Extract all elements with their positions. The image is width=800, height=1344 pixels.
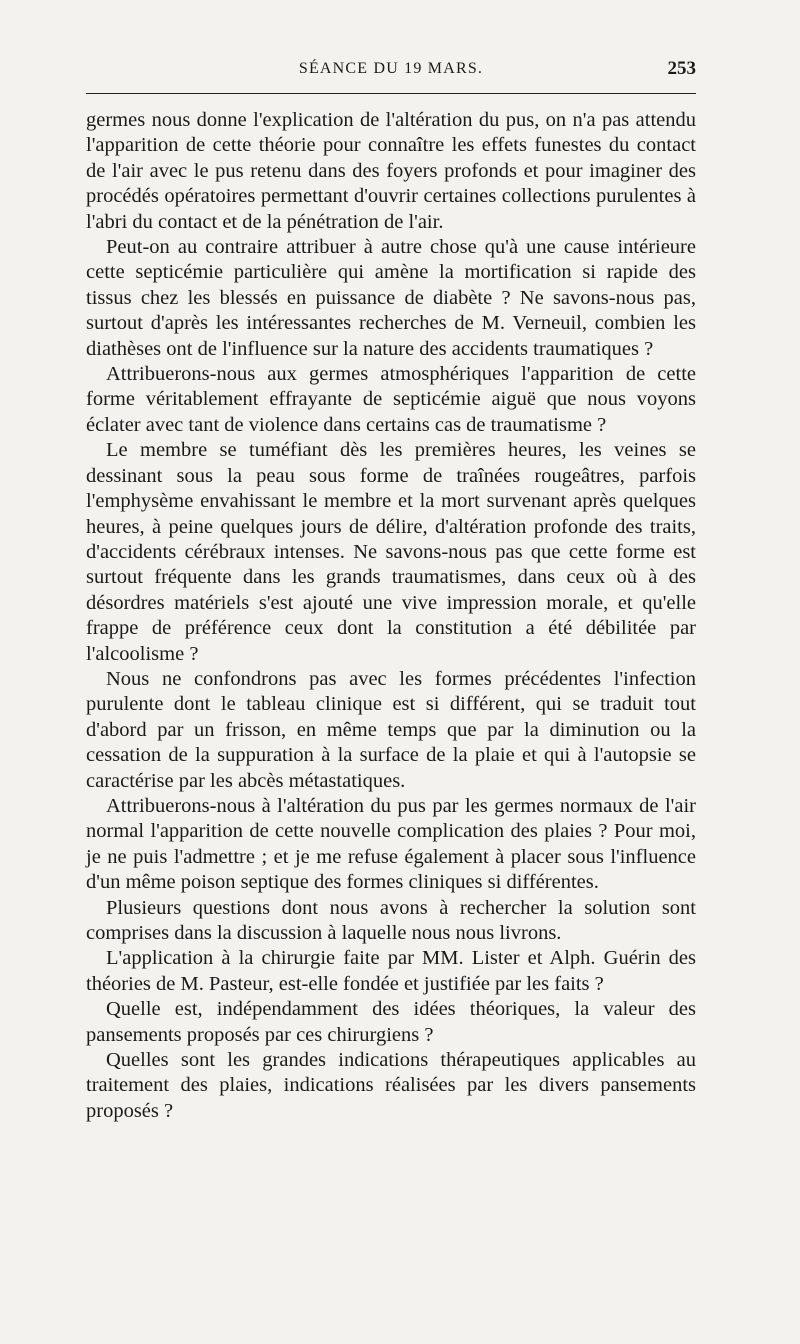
paragraph: Peut-on au contraire attribuer à autre chose qu'à une cause intérieure cette septicémie particulière qui amène la mortification si rapide des tissus chez les blessés en puissance de diabète ? Ne savons-nous pas, surtout d'après les intéressantes recherches de M. Verneuil, combien les diathèses ont de l'influence sur la nature des accidents traumatiques ? bbox=[86, 236, 696, 360]
running-title: SÉANCE DU 19 MARS. bbox=[298, 60, 484, 77]
paragraph: Plusieurs questions dont nous avons à rechercher la solution sont comprises dans la discussion à laquelle nous nous livrons. bbox=[86, 896, 696, 944]
body-text bbox=[86, 108, 696, 1124]
paragraph: L'application à la chirurgie faite par MM. Lister et Alph. Guérin des théories de M. Pasteur, est-elle fondée et justifiée par les faits ? bbox=[86, 947, 696, 995]
running-header bbox=[86, 58, 696, 86]
paragraph: Attribuerons-nous aux germes atmosphériques l'apparition de cette forme véritablement effrayante de septicémie aiguë que nous voyons éclater avec tant de violence dans certains cas de traumatisme ? bbox=[86, 363, 696, 436]
page-number: 253 bbox=[667, 58, 696, 79]
paragraph: Quelle est, indépendamment des idées théoriques, la valeur des pansements proposés par ces chirurgiens ? bbox=[86, 998, 696, 1046]
paragraph: Nous ne confondrons pas avec les formes précédentes l'infection purulente dont le tableau clinique est si différent, qui se traduit tout d'abord par un frisson, en même temps que par la diminution ou la cessation de la suppuration à la surface de la plaie et qui à l'autopsie se caractérise par les abcès métastatiques. bbox=[86, 667, 696, 792]
paragraph: Attribuerons-nous à l'altération du pus par les germes normaux de l'air normal l'apparition de cette nouvelle complication des plaies ? Pour moi, je ne puis l'admettre ; et je me refuse également à placer sous l'influence d'un même poison septique des formes cliniques si différentes. bbox=[86, 794, 696, 894]
paragraph: Quelles sont les grandes indications thérapeutiques applicables au traitement des plaies, indications réalisées par les divers pansements proposés ? bbox=[86, 1049, 696, 1122]
paragraph: germes nous donne l'explication de l'altération du pus, on n'a pas attendu l'apparition de cette théorie pour connaître les effets funestes du contact de l'air avec le pus retenu dans des foyers profonds et pour imaginer des procédés opératoires permettant d'ouvrir certaines collections purulentes à l'abri du contact et de la pénétration de l'air. bbox=[86, 109, 696, 233]
header-rule bbox=[86, 93, 696, 94]
paragraph: Le membre se tuméfiant dès les premières heures, les veines se dessinant sous la peau sous forme de traînées rougeâtres, parfois l'emphysème envahissant le membre et la mort survenant après quelques heures, à peine quelques jours de délire, d'altération profonde des traits, d'accidents cérébraux intenses. Ne savons-nous pas que cette forme est surtout fréquente dans les grands traumatismes, dans ceux où à des désordres matériels s'est ajouté une vive impression morale, et qu'elle frappe de préférence ceux dont la constitution a été débilitée par l'alcoolisme ? bbox=[86, 439, 696, 665]
